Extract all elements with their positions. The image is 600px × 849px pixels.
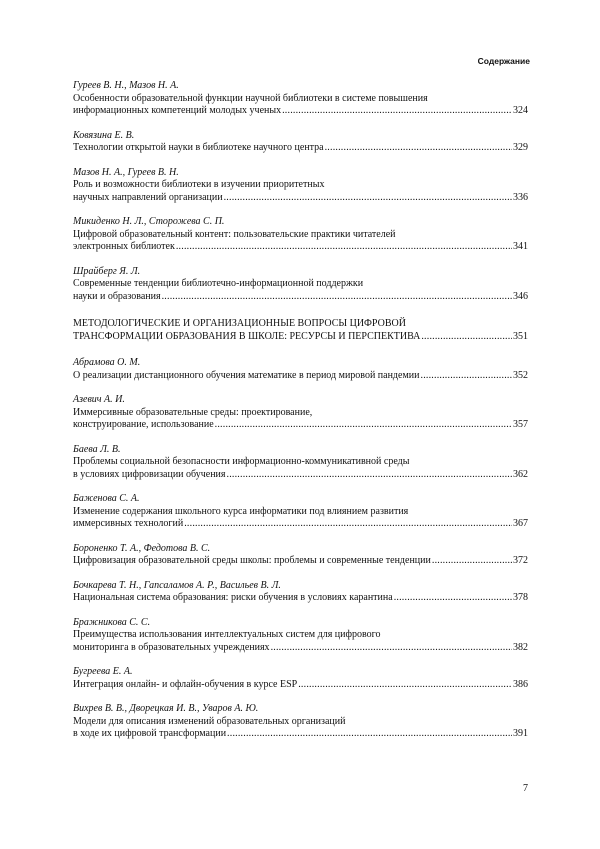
entry-page-number: 324	[513, 105, 528, 116]
entry-title-last-line	[73, 592, 528, 605]
toc-group-2	[73, 357, 528, 741]
dot-leader	[224, 192, 512, 205]
entry-title-text: Национальная система образования: риски обучения в условиях карантина	[73, 592, 393, 603]
running-header: Содержание	[477, 56, 530, 66]
entry-authors: Ковязина Е. В.	[73, 129, 135, 141]
dot-leader	[176, 241, 512, 254]
entry-title-last-line	[73, 518, 528, 531]
dot-leader	[227, 469, 513, 482]
dot-leader	[184, 518, 512, 531]
entry-title-text: Цифровизация образовательной среды школы: проблемы и современные тенденции	[73, 555, 431, 566]
entry-title-line: Изменение содержания школьного курса информатики под влиянием развития	[73, 505, 409, 517]
entry-page-number: 378	[513, 592, 528, 603]
entry-title-last-line	[73, 469, 528, 482]
entry-title-text: О реализации дистанционного обучения математике в период мировой пандемии	[73, 369, 420, 381]
dot-leader	[421, 330, 512, 343]
entry-title-text: конструирование, использование	[73, 419, 214, 430]
section-page-number: 351	[513, 331, 528, 342]
entry-title-line: Особенности образовательной функции научной библиотеки в системе повышения	[73, 92, 428, 104]
entry-authors: Азевич А. И.	[73, 394, 125, 405]
entry-title-text: научных направлений организации	[73, 191, 223, 203]
entry-title-last-line	[73, 728, 528, 741]
entry-page-number: 336	[513, 191, 528, 203]
entry-page-number: 362	[513, 468, 528, 480]
toc-entry	[73, 130, 528, 155]
entry-authors: Абрамова О. М.	[73, 357, 141, 368]
entry-page-number: 357	[513, 419, 528, 430]
entry-title-last-line	[73, 105, 528, 118]
entry-title-last-line	[73, 679, 528, 692]
entry-title-text: электронных библиотек	[73, 241, 175, 252]
entry-title-text: в ходе их цифровой трансформации	[73, 728, 227, 739]
entry-authors: Гуреев В. Н., Мазов Н. А.	[73, 80, 179, 91]
entry-page-number: 386	[513, 678, 528, 690]
entry-title-text: мониторинга в образовательных учреждениях	[73, 641, 270, 653]
toc-section-heading	[73, 317, 528, 343]
dot-leader	[432, 555, 512, 568]
dot-leader	[282, 105, 512, 118]
toc-entry	[73, 666, 528, 691]
dot-leader	[227, 728, 512, 741]
entry-page-number: 382	[513, 641, 528, 653]
entry-title-line: Цифровой образовательный контент: пользовательские практики читателей	[73, 228, 396, 240]
entry-authors: Баженова С. А.	[73, 493, 140, 504]
toc-entry	[73, 543, 528, 568]
dot-leader	[325, 142, 512, 155]
entry-authors: Микиденко Н. Л., Сторожева С. П.	[73, 216, 225, 227]
dot-leader	[271, 642, 512, 655]
entry-authors: Вихрев В. В., Дворецкая И. В., Уваров А. Ю.	[73, 703, 259, 714]
toc-entry	[73, 394, 528, 432]
entry-authors: Бороненко Т. А., Федотова В. С.	[73, 542, 211, 554]
entry-title-line: Преимущества использования интеллектуальных систем для цифрового	[73, 629, 381, 640]
entry-authors: Бражникова С. С.	[73, 616, 151, 628]
dot-leader	[421, 370, 513, 383]
entry-authors: Бочкарева Т. Н., Гапсаламов А. Р., Васильев В. Л.	[73, 579, 281, 591]
dot-leader	[394, 592, 512, 605]
toc-entry	[73, 80, 528, 118]
page-number: 7	[523, 783, 528, 794]
entry-title-line: Современные тенденции библиотечно-информационной поддержки	[73, 278, 364, 289]
entry-title-line: Модели для описания изменений образовательных организаций	[73, 715, 346, 727]
toc-group-1	[73, 80, 528, 303]
toc-entry	[73, 216, 528, 254]
toc-entry	[73, 703, 528, 741]
toc-entry	[73, 444, 528, 482]
entry-title-last-line	[73, 241, 528, 254]
entry-authors: Шрайберг Я. Л.	[73, 265, 141, 277]
dot-leader	[298, 679, 512, 692]
section-title-text: ТРАНСФОРМАЦИИ ОБРАЗОВАНИЯ В ШКОЛЕ: РЕСУРСЫ И ПЕРСПЕКТИВА	[73, 331, 421, 342]
toc-entry	[73, 493, 528, 531]
entry-page-number: 372	[513, 555, 528, 566]
entry-title-last-line	[73, 291, 528, 304]
toc-entry	[73, 357, 528, 382]
entry-title-text: науки и образования	[73, 290, 161, 302]
entry-title-text: информационных компетенций молодых ученых	[73, 105, 282, 116]
entry-title-last-line	[73, 419, 528, 432]
entry-authors: Мазов Н. А., Гуреев В. Н.	[73, 166, 179, 178]
section-title-line-2	[73, 330, 528, 343]
entry-title-last-line	[73, 142, 528, 155]
entry-title-line: Проблемы социальной безопасности информационно-коммуникативной среды	[73, 456, 410, 467]
table-of-contents	[73, 80, 528, 753]
toc-entry	[73, 580, 528, 605]
entry-title-text: в условиях цифровизации обучения	[73, 468, 226, 480]
dot-leader	[162, 291, 512, 304]
entry-title-last-line	[73, 642, 528, 655]
entry-title-last-line	[73, 555, 528, 568]
section-title-line-1: МЕТОДОЛОГИЧЕСКИЕ И ОРГАНИЗАЦИОННЫЕ ВОПРОСЫ ЦИФРОВОЙ	[73, 318, 406, 329]
entry-authors: Баева Л. В.	[73, 443, 121, 455]
entry-page-number: 391	[513, 728, 528, 739]
entry-title-text: иммерсивных технологий	[73, 518, 184, 529]
entry-title-line: Иммерсивные образовательные среды: проектирование,	[73, 406, 313, 418]
dot-leader	[215, 419, 512, 432]
entry-title-text: Технологии открытой науки в библиотеке научного центра	[73, 142, 324, 153]
entry-page-number: 346	[513, 290, 528, 302]
entry-title-line: Роль и возможности библиотеки в изучении приоритетных	[73, 179, 325, 190]
entry-title-last-line	[73, 370, 528, 383]
entry-title-text: Интеграция онлайн- и офлайн-обучения в курсе ESP	[73, 678, 298, 690]
toc-entry	[73, 167, 528, 205]
entry-page-number: 341	[513, 241, 528, 252]
toc-entry	[73, 266, 528, 304]
entry-authors: Бугреева Е. А.	[73, 666, 133, 677]
toc-entry	[73, 617, 528, 655]
entry-page-number: 367	[513, 518, 528, 529]
entry-page-number: 329	[513, 142, 528, 153]
entry-page-number: 352	[513, 369, 528, 381]
entry-title-last-line	[73, 192, 528, 205]
